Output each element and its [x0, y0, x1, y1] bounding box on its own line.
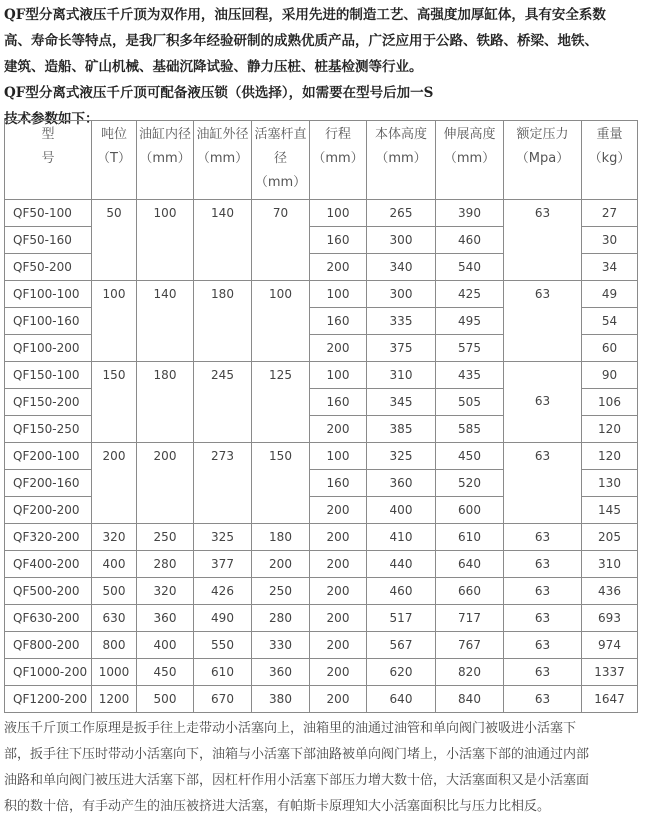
footer-line: 油路和单向阀门被压进大活塞下部，因杠杆作用小活塞下部压力增大数十倍，大活塞面积又是小活塞面 — [4, 773, 590, 788]
table-cell: 450 — [436, 443, 504, 470]
table-row — [5, 605, 638, 632]
table-cell: 265 — [367, 200, 436, 227]
table-cell: 63 — [504, 362, 582, 443]
table-cell: 200 — [310, 659, 367, 686]
column-header-line: 重量 — [596, 127, 623, 142]
table-cell: 200 — [310, 524, 367, 551]
column-header-line: （kg） — [588, 151, 631, 166]
table-cell: 460 — [367, 578, 436, 605]
table-cell: 100 — [252, 281, 310, 362]
table-cell: 610 — [194, 659, 252, 686]
table-cell: 245 — [194, 362, 252, 443]
column-header-line: 油缸外径 — [196, 127, 249, 142]
column-header-line: 活塞杆直 — [254, 127, 307, 142]
table-cell: 717 — [436, 605, 504, 632]
column-header-line: （T） — [97, 151, 131, 166]
table-cell: 125 — [252, 362, 310, 443]
table-cell: 377 — [194, 551, 252, 578]
table-cell: 693 — [582, 605, 638, 632]
intro-line: 技术参数如下： — [4, 111, 99, 127]
column-header — [137, 121, 194, 200]
table-cell: 610 — [436, 524, 504, 551]
column-header-line: （mm） — [312, 151, 364, 166]
spec-table — [4, 120, 638, 713]
table-row — [5, 362, 638, 389]
table-cell: 150 — [252, 443, 310, 524]
model-cell: QF1000-200 — [5, 659, 92, 686]
table-cell: 100 — [310, 362, 367, 389]
table-cell: 200 — [310, 335, 367, 362]
column-header — [92, 121, 137, 200]
intro-line: 高、寿命长等特点，是我厂积多年经验研制的成熟优质产品，广泛应用于公路、铁路、桥梁、地铁、 — [4, 33, 598, 49]
model-cell: QF50-160 — [5, 227, 92, 254]
table-cell: 435 — [436, 362, 504, 389]
table-cell: 100 — [310, 443, 367, 470]
intro-line: QF型分离式液压千斤顶为双作用，油压回程，采用先进的制造工艺、高强度加厚缸体，具有安全系数 — [4, 7, 606, 23]
model-cell: QF50-100 — [5, 200, 92, 227]
table-cell: 200 — [310, 632, 367, 659]
table-cell: 150 — [92, 362, 137, 443]
table-cell: 63 — [504, 578, 582, 605]
column-header-line: 号 — [41, 151, 55, 166]
table-cell: 450 — [137, 659, 194, 686]
table-cell: 50 — [92, 200, 137, 281]
footer-line: 积的数十倍，有手动产生的油压被挤进大活塞，有帕斯卡原理知大小活塞面积比与压力比相反。 — [4, 799, 551, 814]
table-cell: 63 — [504, 659, 582, 686]
table-row — [5, 551, 638, 578]
table-cell: 100 — [92, 281, 137, 362]
table-cell: 145 — [582, 497, 638, 524]
table-cell: 500 — [137, 686, 194, 713]
table-cell: 325 — [194, 524, 252, 551]
footer-line: 液压千斤顶工作原理是扳手往上走带动小活塞向上，油箱里的油通过油管和单向阀门被吸进小活塞下 — [4, 721, 577, 736]
model-cell: QF200-100 — [5, 443, 92, 470]
table-cell: 567 — [367, 632, 436, 659]
table-cell: 400 — [92, 551, 137, 578]
table-cell: 390 — [436, 200, 504, 227]
table-cell: 200 — [92, 443, 137, 524]
table-cell: 550 — [194, 632, 252, 659]
intro-line: QF型分离式液压千斤顶可配备液压锁（供选择），如需要在型号后加一S — [4, 85, 434, 101]
table-cell: 410 — [367, 524, 436, 551]
table-cell: 600 — [436, 497, 504, 524]
intro-text — [4, 2, 644, 132]
model-cell: QF50-200 — [5, 254, 92, 281]
table-cell: 63 — [504, 632, 582, 659]
model-cell: QF200-160 — [5, 470, 92, 497]
table-cell: 49 — [582, 281, 638, 308]
table-cell: 440 — [367, 551, 436, 578]
column-header — [194, 121, 252, 200]
column-header — [582, 121, 638, 200]
table-cell: 200 — [310, 497, 367, 524]
column-header-line: 额定压力 — [516, 127, 569, 142]
table-cell: 505 — [436, 389, 504, 416]
model-cell: QF100-100 — [5, 281, 92, 308]
table-cell: 54 — [582, 308, 638, 335]
table-cell: 640 — [436, 551, 504, 578]
table-cell: 63 — [504, 605, 582, 632]
table-cell: 250 — [252, 578, 310, 605]
table-cell: 670 — [194, 686, 252, 713]
model-cell: QF200-200 — [5, 497, 92, 524]
table-cell: 820 — [436, 659, 504, 686]
table-row — [5, 200, 638, 227]
column-header-line: 油缸内径 — [138, 127, 191, 142]
column-header-line: 伸展高度 — [443, 127, 496, 142]
table-cell: 630 — [92, 605, 137, 632]
table-cell: 300 — [367, 227, 436, 254]
table-cell: 400 — [367, 497, 436, 524]
column-header — [310, 121, 367, 200]
model-cell: QF100-160 — [5, 308, 92, 335]
table-cell: 200 — [310, 254, 367, 281]
table-cell: 620 — [367, 659, 436, 686]
model-cell: QF400-200 — [5, 551, 92, 578]
table-cell: 34 — [582, 254, 638, 281]
table-cell: 160 — [310, 227, 367, 254]
column-header — [5, 121, 92, 200]
table-cell: 160 — [310, 308, 367, 335]
table-cell: 1200 — [92, 686, 137, 713]
column-header-line: 行程 — [324, 127, 351, 142]
table-cell: 520 — [436, 470, 504, 497]
table-cell: 325 — [367, 443, 436, 470]
column-header-line: （mm） — [196, 151, 249, 166]
table-cell: 200 — [310, 416, 367, 443]
table-cell: 330 — [252, 632, 310, 659]
model-cell: QF150-100 — [5, 362, 92, 389]
table-cell: 360 — [137, 605, 194, 632]
column-header — [252, 121, 310, 200]
table-cell: 1337 — [582, 659, 638, 686]
table-cell: 425 — [436, 281, 504, 308]
table-cell: 500 — [92, 578, 137, 605]
table-header-row — [5, 121, 638, 200]
table-cell: 63 — [504, 524, 582, 551]
table-cell: 426 — [194, 578, 252, 605]
principle-text — [4, 716, 644, 820]
table-cell: 180 — [194, 281, 252, 362]
model-cell: QF500-200 — [5, 578, 92, 605]
table-cell: 160 — [310, 389, 367, 416]
table-cell: 974 — [582, 632, 638, 659]
table-cell: 840 — [436, 686, 504, 713]
table-cell: 100 — [137, 200, 194, 281]
table-cell: 375 — [367, 335, 436, 362]
column-header-line: （Mpa） — [515, 151, 570, 166]
column-header-line: 吨位 — [100, 127, 127, 142]
table-cell: 250 — [137, 524, 194, 551]
table-cell: 63 — [504, 200, 582, 281]
table-cell: 280 — [252, 605, 310, 632]
table-row — [5, 578, 638, 605]
table-cell: 380 — [252, 686, 310, 713]
table-cell: 320 — [92, 524, 137, 551]
model-cell: QF150-250 — [5, 416, 92, 443]
table-cell: 70 — [252, 200, 310, 281]
column-header-line: （mm） — [139, 151, 191, 166]
column-header — [436, 121, 504, 200]
table-cell: 205 — [582, 524, 638, 551]
table-cell: 160 — [310, 470, 367, 497]
table-cell: 360 — [252, 659, 310, 686]
table-cell: 200 — [252, 551, 310, 578]
table-row — [5, 281, 638, 308]
column-header-line: 型 — [41, 127, 55, 142]
model-cell: QF150-200 — [5, 389, 92, 416]
table-cell: 200 — [310, 578, 367, 605]
table-cell: 200 — [310, 686, 367, 713]
model-cell: QF1200-200 — [5, 686, 92, 713]
table-cell: 460 — [436, 227, 504, 254]
column-header-line: （mm） — [375, 151, 427, 166]
table-cell: 340 — [367, 254, 436, 281]
table-cell: 180 — [252, 524, 310, 551]
column-header-line: （mm） — [443, 151, 496, 166]
table-cell: 140 — [137, 281, 194, 362]
table-cell: 360 — [367, 470, 436, 497]
model-cell: QF630-200 — [5, 605, 92, 632]
table-row — [5, 659, 638, 686]
table-cell: 490 — [194, 605, 252, 632]
table-cell: 106 — [582, 389, 638, 416]
table-cell: 63 — [504, 686, 582, 713]
table-cell: 345 — [367, 389, 436, 416]
table-cell: 100 — [310, 281, 367, 308]
table-cell: 517 — [367, 605, 436, 632]
table-cell: 200 — [137, 443, 194, 524]
table-cell: 767 — [436, 632, 504, 659]
model-cell: QF800-200 — [5, 632, 92, 659]
table-cell: 130 — [582, 470, 638, 497]
table-cell: 63 — [504, 281, 582, 362]
table-cell: 1000 — [92, 659, 137, 686]
table-cell: 90 — [582, 362, 638, 389]
table-cell: 280 — [137, 551, 194, 578]
table-cell: 575 — [436, 335, 504, 362]
table-cell: 140 — [194, 200, 252, 281]
table-cell: 200 — [310, 551, 367, 578]
column-header-line: 本体高度 — [374, 127, 427, 142]
table-cell: 63 — [504, 551, 582, 578]
table-cell: 100 — [310, 200, 367, 227]
table-row — [5, 443, 638, 470]
table-row — [5, 632, 638, 659]
table-cell: 180 — [137, 362, 194, 443]
column-header-line: 径（mm） — [254, 151, 307, 190]
table-cell: 400 — [137, 632, 194, 659]
table-cell: 385 — [367, 416, 436, 443]
table-cell: 660 — [436, 578, 504, 605]
table-cell: 200 — [310, 605, 367, 632]
table-cell: 30 — [582, 227, 638, 254]
table-cell: 585 — [436, 416, 504, 443]
column-header — [367, 121, 436, 200]
table-cell: 310 — [367, 362, 436, 389]
table-cell: 120 — [582, 443, 638, 470]
footer-line: 部，扳手往下压时带动小活塞向下，油箱与小活塞下部油路被单向阀门堵上，小活塞下部的油通过内部 — [4, 747, 590, 762]
table-cell: 300 — [367, 281, 436, 308]
table-cell: 640 — [367, 686, 436, 713]
table-cell: 320 — [137, 578, 194, 605]
table-row — [5, 524, 638, 551]
intro-line: 建筑、造船、矿山机械、基础沉降试验、静力压桩、桩基检测等行业。 — [4, 59, 423, 75]
table-cell: 60 — [582, 335, 638, 362]
table-cell: 335 — [367, 308, 436, 335]
table-cell: 495 — [436, 308, 504, 335]
column-header — [504, 121, 582, 200]
table-cell: 1647 — [582, 686, 638, 713]
table-cell: 63 — [504, 443, 582, 524]
table-cell: 310 — [582, 551, 638, 578]
model-cell: QF320-200 — [5, 524, 92, 551]
table-cell: 540 — [436, 254, 504, 281]
table-cell: 120 — [582, 416, 638, 443]
table-row — [5, 686, 638, 713]
model-cell: QF100-200 — [5, 335, 92, 362]
table-cell: 800 — [92, 632, 137, 659]
table-cell: 273 — [194, 443, 252, 524]
table-cell: 436 — [582, 578, 638, 605]
table-cell: 27 — [582, 200, 638, 227]
